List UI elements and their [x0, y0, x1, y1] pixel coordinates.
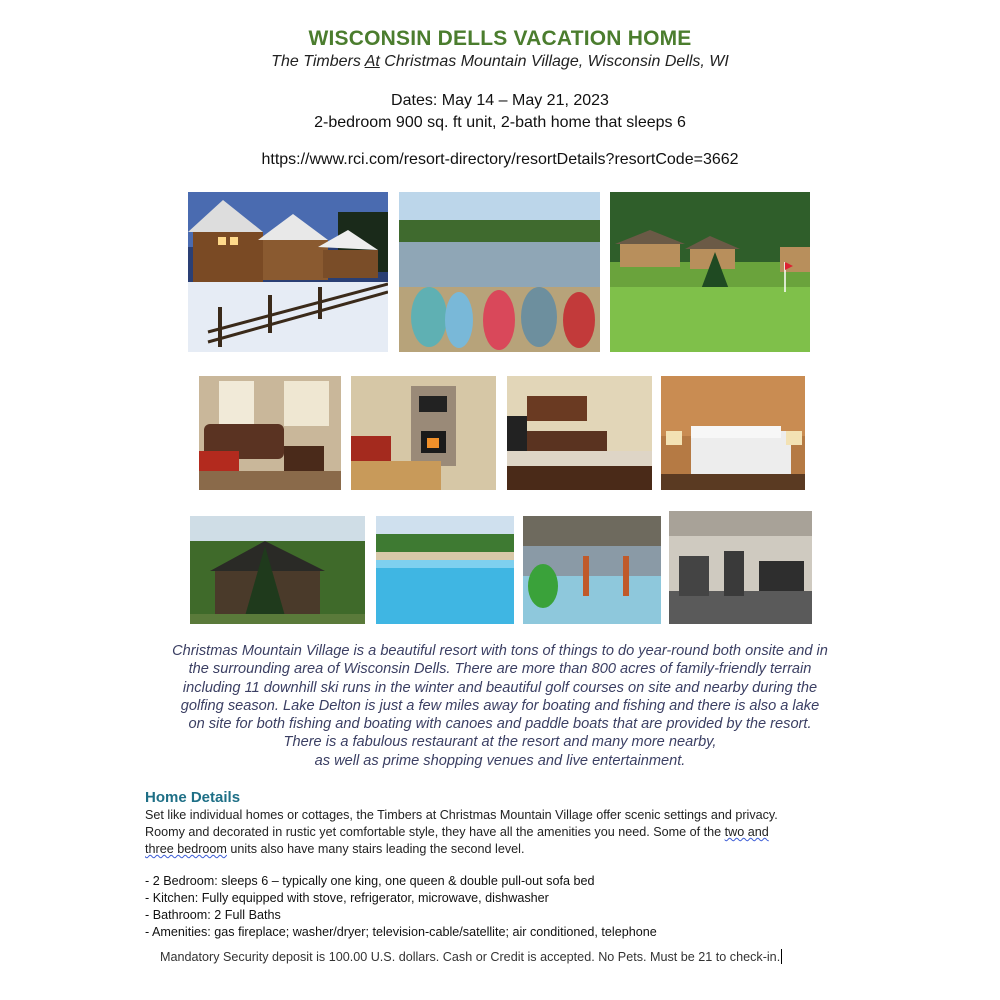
list-item: - 2 Bedroom: sleeps 6 – typically one king, one queen & double pull-out sofa bed [145, 874, 595, 888]
intro-line: Christmas Mountain Village is a beautiful resort with tons of things to do year-round both onsite and in [172, 643, 828, 659]
resort-url[interactable]: https://www.rci.com/resort-directory/resortDetails?resortCode=3662 [261, 151, 739, 168]
cabin-exterior-photo [190, 516, 365, 624]
subtitle-pre: The Timbers [271, 53, 365, 70]
living-room-photo [199, 376, 341, 490]
home-details-heading: Home Details [145, 789, 241, 806]
snowy-cabins-photo [188, 192, 388, 352]
bedroom-photo [661, 376, 805, 490]
intro-line: as well as prime shopping venues and live entertainment. [314, 752, 686, 769]
page-title: WISCONSIN DELLS VACATION HOME [308, 27, 692, 50]
amenities-list [145, 873, 657, 941]
lake-kayaks-photo [399, 192, 600, 352]
details-text: units also have many stairs leading the second level. [226, 842, 525, 856]
grammar-flag[interactable]: two and [724, 825, 769, 839]
subtitle-post: Christmas Mountain Village, Wisconsin Dells, WI [379, 53, 729, 70]
home-details-paragraph [145, 807, 865, 858]
details-text: Roomy and decorated in rustic yet comfortable style, they have all the amenities you need. Some of the [145, 825, 725, 839]
fireplace-dining-photo [351, 376, 496, 490]
intro-line: There is a fabulous restaurant at the resort and many more nearby, [283, 734, 717, 751]
deposit-note [160, 949, 782, 964]
outdoor-pool-photo [376, 516, 514, 624]
intro-line: including 11 downhill ski runs in the winter and beautiful golf courses on site and nearby during the [182, 679, 818, 696]
subtitle [0, 53, 1000, 71]
fitness-center-photo [669, 511, 812, 624]
list-item: - Bathroom: 2 Full Baths [145, 908, 281, 922]
dates-line: Dates: May 14 – May 21, 2023 [391, 92, 609, 109]
deposit-text: Mandatory Security deposit is 100.00 U.S. dollars. Cash or Credit is accepted. No Pets. Must be 21 to check-in. [160, 950, 781, 964]
list-item: - Kitchen: Fully equipped with stove, refrigerator, microwave, dishwasher [145, 891, 549, 905]
indoor-waterpark-photo [523, 516, 661, 624]
intro-line: the surrounding area of Wisconsin Dells. There are more than 800 acres of family-friendly terrain [188, 661, 812, 678]
intro-line: golfing season. Lake Delton is just a few miles away for boating and fishing and there is also a lake [180, 697, 820, 714]
unit-line: 2-bedroom 900 sq. ft unit, 2-bath home that sleeps 6 [314, 114, 686, 131]
details-line [145, 824, 865, 841]
subtitle-at: At [364, 53, 380, 70]
kitchen-photo [507, 376, 652, 490]
golf-course-photo [610, 192, 810, 352]
details-line [145, 841, 865, 858]
intro-line: on site for both fishing and boating with canoes and paddle boats that are provided by the resort. [188, 716, 812, 733]
grammar-flag[interactable]: three bedroom [145, 842, 227, 856]
list-item: - Amenities: gas fireplace; washer/dryer; television-cable/satellite; air conditioned, telephone [145, 925, 657, 939]
text-cursor [781, 949, 782, 964]
intro-paragraph [120, 642, 880, 770]
details-line: Set like individual homes or cottages, the Timbers at Christmas Mountain Village offer scenic settings and privacy. [145, 808, 778, 822]
